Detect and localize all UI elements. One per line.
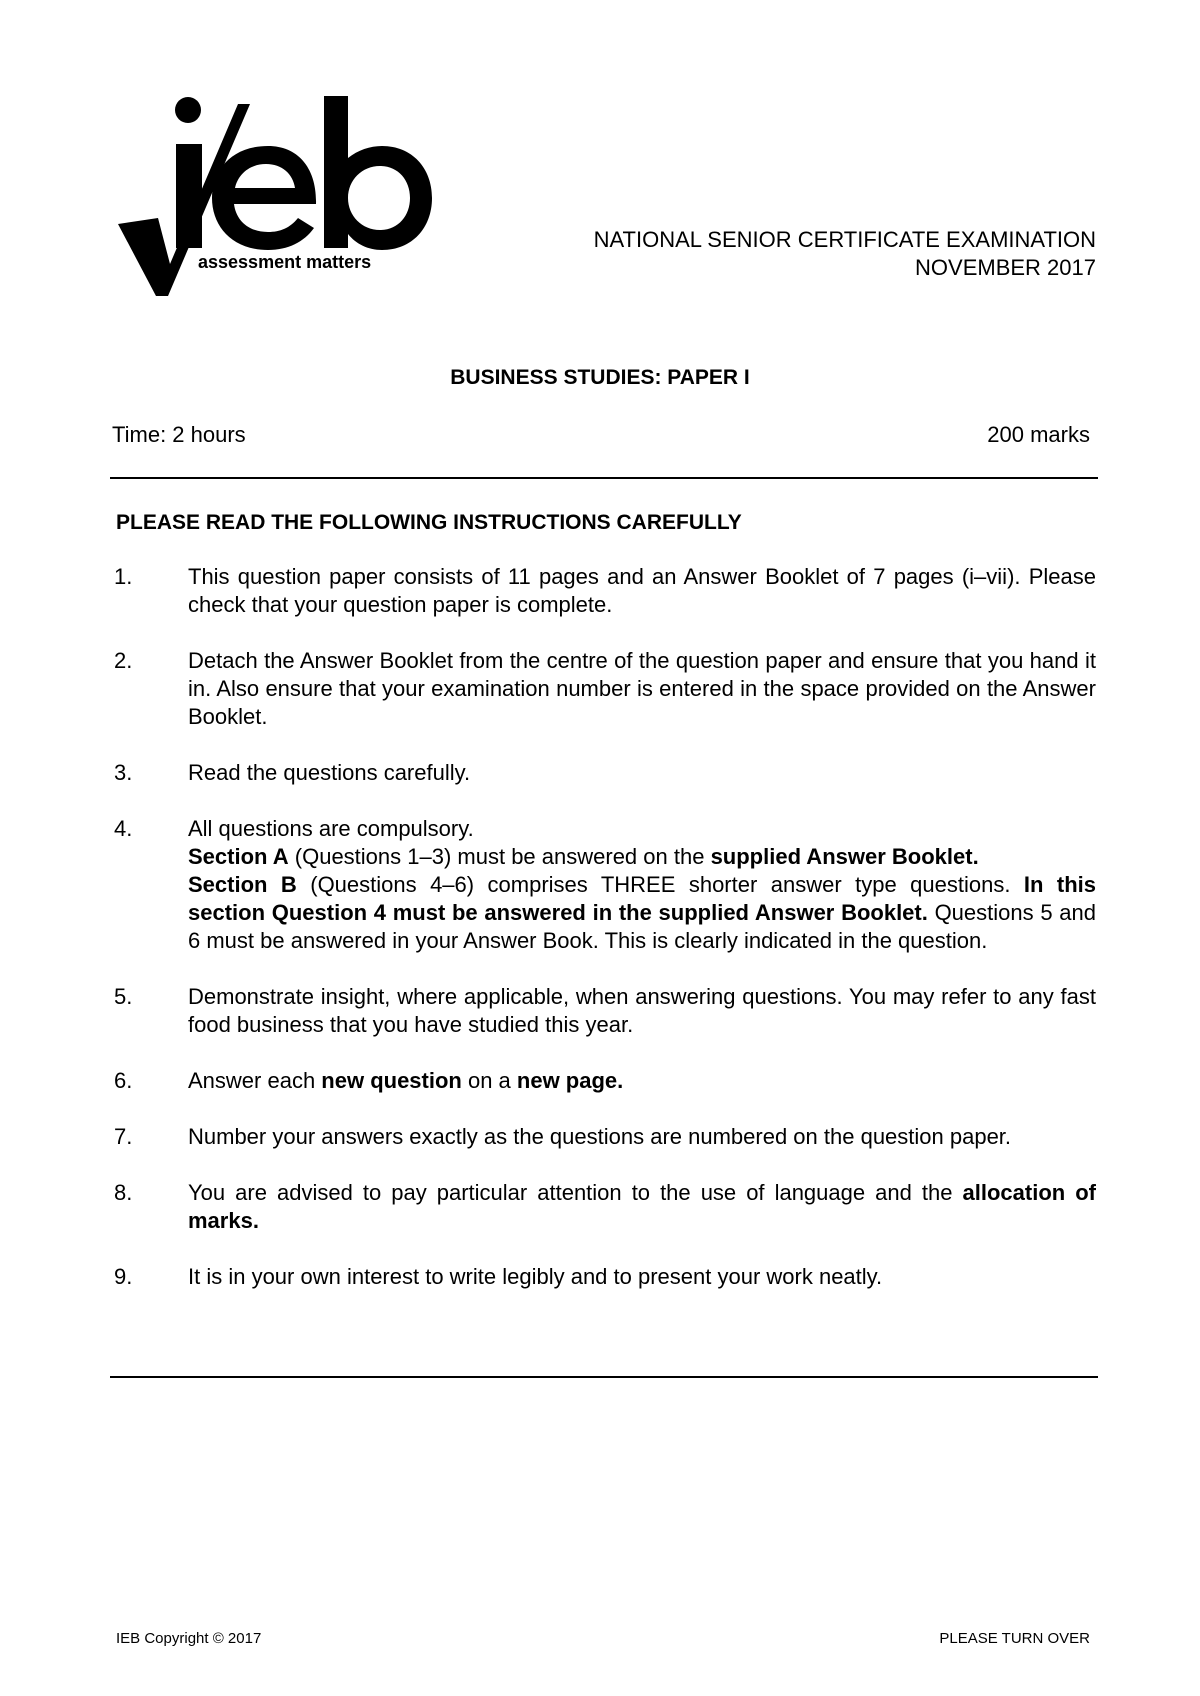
instruction-item: 4. All questions are compulsory. Section A (Questions 1–3) must be answered on the supplied Answer Booklet. Section B (Questions 4–6) comprises THREE shorter answer type questions. In this section Question 4 must be answered in the supplied Answer Booklet. Questions 5 and 6 must be answered in your Answer Book. This is clearly indicated in the question. bbox=[114, 816, 1096, 953]
turn-over: PLEASE TURN OVER bbox=[939, 1630, 1090, 1647]
exam-name: NATIONAL SENIOR CERTIFICATE EXAMINATION bbox=[593, 227, 1096, 252]
copyright: IEB Copyright © 2017 bbox=[116, 1630, 262, 1647]
instructions-list bbox=[114, 563, 1096, 1319]
exam-date: NOVEMBER 2017 bbox=[915, 255, 1096, 280]
ieb-logo bbox=[118, 96, 448, 321]
instruction-item: 1. This question paper consists of 11 pages and an Answer Booklet of 7 pages (i–vii). Please check that your question paper is complete. bbox=[114, 564, 1096, 617]
instruction-item: 6. Answer each new question on a new page. bbox=[114, 1068, 624, 1093]
instruction-item: 9. It is in your own interest to write legibly and to present your work neatly. bbox=[114, 1264, 883, 1289]
logo-tagline: assessment matters bbox=[198, 252, 372, 272]
total-marks: 200 marks bbox=[987, 422, 1090, 447]
instruction-item: 7. Number your answers exactly as the questions are numbered on the question paper. bbox=[114, 1124, 1012, 1149]
paper-title: BUSINESS STUDIES: PAPER I bbox=[450, 366, 750, 389]
instruction-item: 5. Demonstrate insight, where applicable, when answering questions. You may refer to any fast food business that you have studied this year. bbox=[114, 984, 1096, 1037]
divider-top bbox=[110, 477, 1098, 479]
exam-header bbox=[594, 226, 1096, 282]
instruction-item: 3. Read the questions carefully. bbox=[114, 760, 471, 785]
time-allowed: Time: 2 hours bbox=[112, 422, 246, 447]
instructions-heading: PLEASE READ THE FOLLOWING INSTRUCTIONS CAREFULLY bbox=[116, 511, 742, 534]
time-marks-row bbox=[112, 422, 1090, 448]
divider-bottom bbox=[110, 1376, 1098, 1378]
page-footer bbox=[116, 1630, 1090, 1647]
instruction-item: 2. Detach the Answer Booklet from the centre of the question paper and ensure that you hand it in. Also ensure that your examination number is entered in the space provided on the Answer Booklet. bbox=[114, 648, 1096, 729]
instruction-item: 8. You are advised to pay particular attention to the use of language and the allocation of marks. bbox=[114, 1180, 1096, 1233]
